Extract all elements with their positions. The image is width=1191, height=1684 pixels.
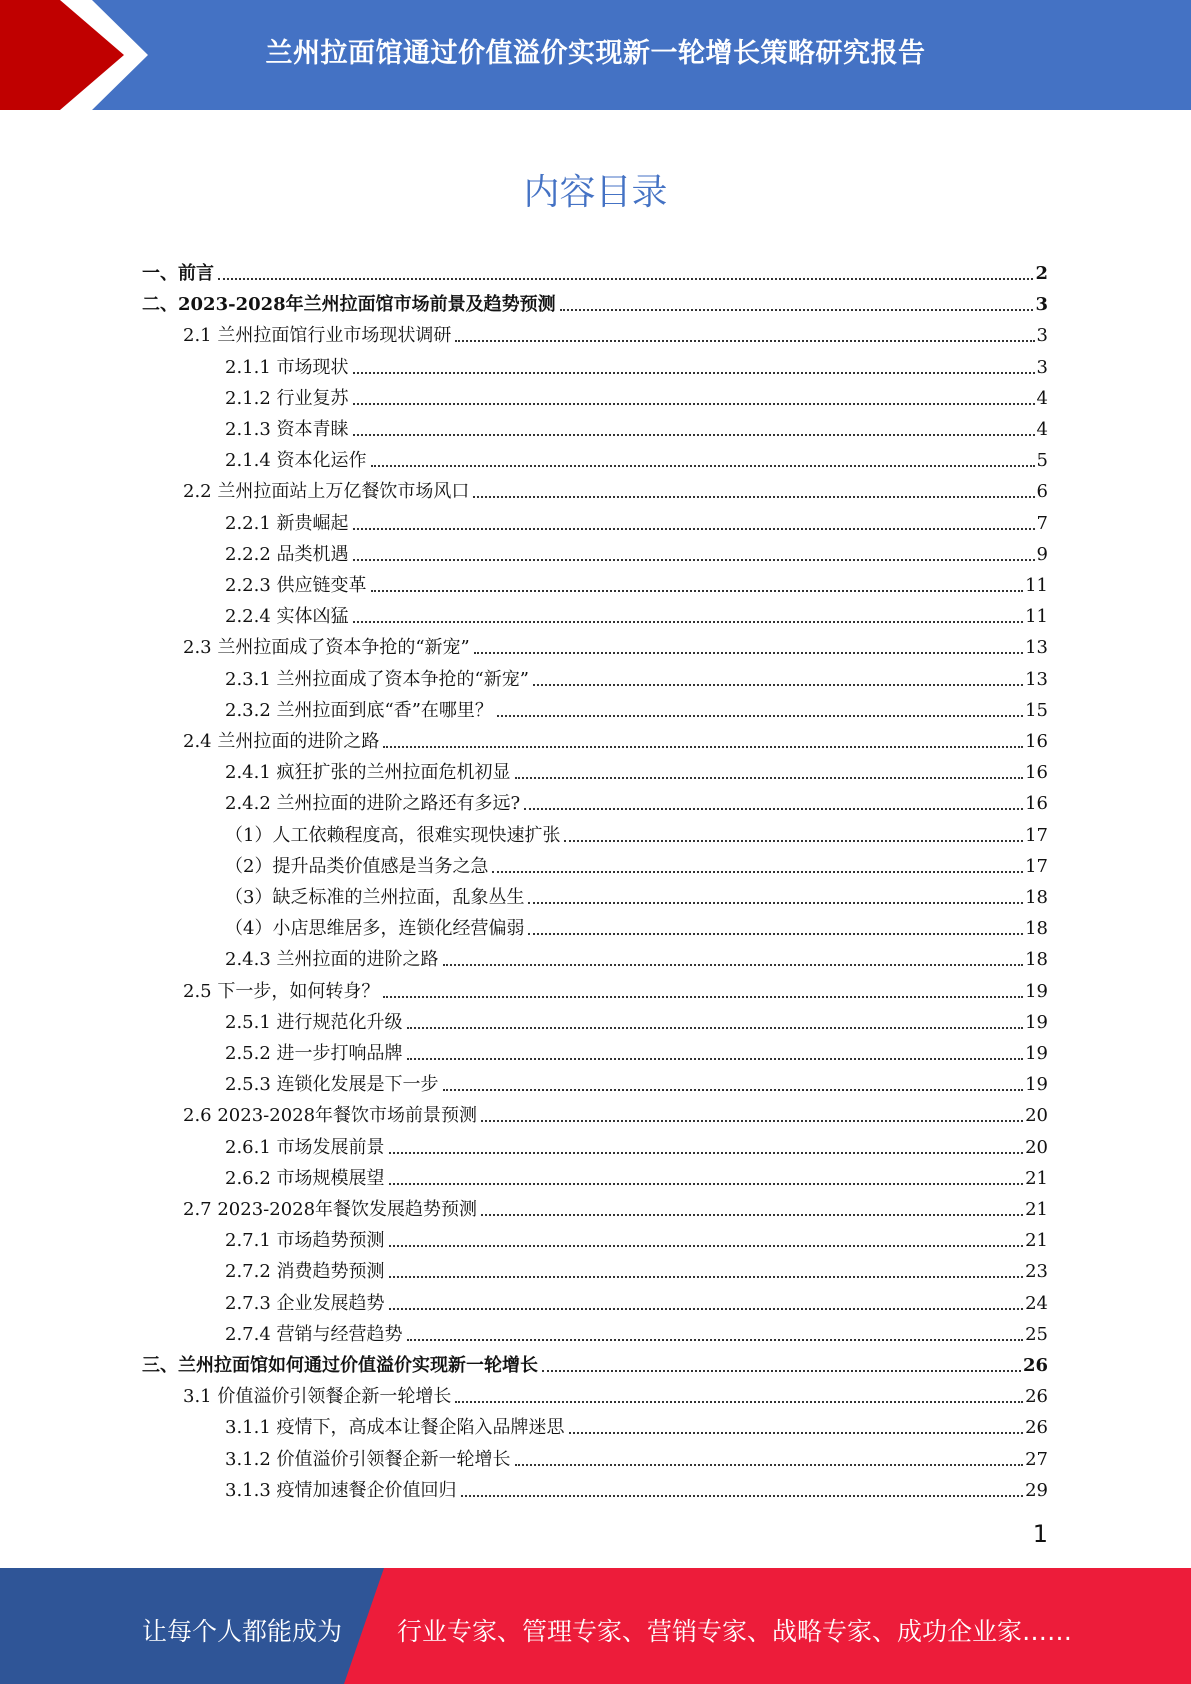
toc-entry-title: 二、2023-2028年兰州拉面馆市场前景及趋势预测 [142, 294, 556, 316]
toc-leader-dots [455, 1401, 1023, 1403]
toc-entry[interactable] [225, 753, 1048, 784]
toc-entry[interactable] [225, 441, 1048, 472]
toc-leader-dots [389, 1308, 1024, 1310]
toc-leader-dots [515, 1464, 1024, 1466]
toc-entry[interactable] [183, 972, 1048, 1003]
toc-entry-page: 16 [1025, 762, 1048, 784]
toc-leader-dots [528, 902, 1023, 904]
toc-entry[interactable] [225, 660, 1048, 691]
toc-entry[interactable] [225, 1315, 1048, 1346]
toc-entry-page: 18 [1025, 887, 1048, 908]
page-header [0, 0, 1191, 110]
toc-leader-dots [389, 1183, 1024, 1185]
toc-entry[interactable] [225, 878, 1048, 909]
toc-leader-dots [353, 434, 1035, 436]
toc-leader-dots [218, 278, 1033, 280]
toc-entry[interactable] [142, 254, 1048, 285]
toc-entry-title: 2.4 兰州拉面的进阶之路 [183, 731, 380, 752]
toc-heading: 内容目录 [523, 172, 668, 213]
toc-entry[interactable] [183, 628, 1048, 659]
toc-leader-dots [528, 933, 1023, 935]
toc-leader-dots [481, 1214, 1023, 1216]
toc-entry[interactable] [225, 1252, 1048, 1283]
toc-leader-dots [389, 1276, 1024, 1278]
toc-entry[interactable] [183, 1377, 1048, 1408]
toc-entry[interactable] [142, 285, 1048, 316]
toc-entry[interactable] [225, 1408, 1048, 1439]
page-number: 1 [1032, 1520, 1048, 1548]
toc-entry[interactable] [225, 816, 1048, 847]
toc-entry-page: 29 [1025, 1479, 1048, 1501]
toc-entry-title: 2.6.2 市场规模展望 [225, 1167, 385, 1189]
footer-slogan-left: 让每个人都能成为 [142, 1617, 343, 1646]
toc-entry-page: 18 [1025, 949, 1048, 971]
toc-entry-title: 2.4.1 疯狂扩张的兰州拉面危机初显 [225, 762, 511, 784]
toc-entry[interactable] [225, 847, 1048, 878]
toc-entry-title: 2.7.3 企业发展趋势 [225, 1292, 385, 1314]
toc-leader-dots [407, 1339, 1024, 1341]
toc-leader-dots [560, 309, 1034, 311]
toc-entry[interactable] [225, 691, 1048, 722]
toc-entry-page: 15 [1025, 699, 1048, 721]
toc-entry-page: 21 [1025, 1199, 1048, 1220]
toc-entry[interactable] [225, 1003, 1048, 1034]
toc-leader-dots [443, 1089, 1024, 1091]
toc-entry-title: 2.1.1 市场现状 [225, 356, 349, 378]
footer-slogan-right: 行业专家、管理专家、营销专家、战略专家、成功企业家…… [397, 1617, 1073, 1646]
toc-leader-dots [473, 496, 1034, 498]
toc-entry-title: 2.3 兰州拉面成了资本争抢的“新宠” [183, 637, 470, 659]
toc-entry-title: 2.1.3 资本青睐 [225, 419, 349, 440]
toc-leader-dots [569, 1432, 1024, 1434]
toc-leader-dots [371, 465, 1035, 467]
toc-entry[interactable] [225, 535, 1048, 566]
toc-entry-title: 3.1.2 价值溢价引领餐企新一轮增长 [225, 1448, 511, 1470]
toc-entry[interactable] [225, 1284, 1048, 1315]
toc-entry-page: 19 [1025, 1043, 1048, 1064]
toc-entry[interactable] [183, 316, 1048, 347]
toc-entry-title: 2.5.2 进一步打响品牌 [225, 1043, 403, 1064]
toc-entry-page: 20 [1025, 1105, 1048, 1127]
toc-leader-dots [564, 840, 1023, 842]
toc-entry-page: 17 [1025, 855, 1048, 877]
toc-entry[interactable] [183, 1096, 1048, 1127]
toc-leader-dots [542, 1370, 1021, 1372]
toc-entry-title: 2.6 2023-2028年餐饮市场前景预测 [183, 1105, 478, 1127]
toc-entry-title: （1）人工依赖程度高，很难实现快速扩张 [225, 824, 561, 846]
toc-entry-page: 2 [1035, 263, 1048, 284]
toc-entry[interactable] [225, 1034, 1048, 1065]
toc-entry-title: 2.3.1 兰州拉面成了资本争抢的“新宠” [225, 668, 529, 690]
toc-leader-dots [389, 1245, 1024, 1247]
toc-entry-title: 2.1.4 资本化运作 [225, 450, 367, 472]
toc-entry-title: 2.5.1 进行规范化升级 [225, 1011, 403, 1033]
toc-entry-title: 3.1.3 疫情加速餐企价值回归 [225, 1479, 457, 1501]
toc-entry-page: 5 [1036, 450, 1048, 472]
toc-entry-title: 2.2.2 品类机遇 [225, 543, 349, 565]
toc-leader-dots [353, 621, 1024, 623]
toc-entry-title: （2）提升品类价值感是当务之急 [225, 855, 489, 877]
toc-entry[interactable] [225, 909, 1048, 940]
toc-entry-page: 11 [1025, 575, 1048, 596]
toc-leader-dots [353, 559, 1035, 561]
toc-entry-page: 3 [1035, 294, 1048, 316]
toc-entry-page: 7 [1036, 512, 1048, 534]
toc-entry-page: 6 [1036, 481, 1048, 503]
toc-leader-dots [371, 590, 1024, 592]
toc-entry-page: 19 [1025, 980, 1048, 1002]
toc-entry-page: 4 [1036, 419, 1048, 440]
toc-entry-title: 三、兰州拉面馆如何通过价值溢价实现新一轮增长 [142, 1355, 538, 1376]
toc-entry[interactable] [225, 784, 1048, 815]
toc-entry[interactable] [142, 1346, 1048, 1377]
toc-entry-title: 2.1 兰州拉面馆行业市场现状调研 [183, 325, 452, 347]
toc-entry-title: 2.5 下一步，如何转身？ [183, 980, 380, 1002]
toc-entry-title: 2.2.3 供应链变革 [225, 575, 367, 596]
toc-entry[interactable] [225, 940, 1048, 971]
toc-entry-page: 20 [1025, 1136, 1048, 1158]
toc-entry-title: 2.6.1 市场发展前景 [225, 1136, 385, 1158]
toc-leader-dots [492, 871, 1023, 873]
toc-entry-title: 2.4.3 兰州拉面的进阶之路 [225, 949, 439, 971]
toc-entry-page: 16 [1025, 793, 1048, 815]
toc-entry-title: 2.2 兰州拉面站上万亿餐饮市场风口 [183, 481, 470, 503]
toc-entry-page: 26 [1025, 1386, 1048, 1408]
toc-leader-dots [497, 715, 1023, 717]
toc-entry-page: 3 [1036, 325, 1048, 347]
toc-entry[interactable] [225, 1471, 1048, 1502]
toc-entry[interactable] [225, 1065, 1048, 1096]
toc-entry-title: 3.1 价值溢价引领餐企新一轮增长 [183, 1386, 452, 1408]
toc-entry-page: 26 [1022, 1355, 1048, 1376]
toc-leader-dots [515, 777, 1024, 779]
toc-leader-dots [481, 1120, 1023, 1122]
toc-leader-dots [461, 1495, 1024, 1497]
report-title: 兰州拉面馆通过价值溢价实现新一轮增长策略研究报告 [265, 37, 926, 69]
toc-entry[interactable] [225, 1221, 1048, 1252]
toc-entry[interactable] [183, 1190, 1048, 1221]
toc-entry-title: 2.3.2 兰州拉面到底“香”在哪里？ [225, 699, 493, 721]
toc-entry-title: 2.7.4 营销与经营趋势 [225, 1323, 403, 1345]
toc-leader-dots [353, 528, 1035, 530]
toc-entry[interactable] [225, 1159, 1048, 1190]
toc-leader-dots [443, 964, 1024, 966]
toc-leader-dots [407, 1027, 1024, 1029]
toc-entry[interactable] [183, 472, 1048, 503]
toc-leader-dots [353, 403, 1035, 405]
toc-entry[interactable] [225, 504, 1048, 535]
toc-entry-page: 4 [1036, 387, 1048, 409]
toc-entry-page: 21 [1025, 1230, 1048, 1252]
toc-entry-page: 18 [1025, 918, 1048, 940]
toc-entry-title: 3.1.1 疫情下，高成本让餐企陷入品牌迷思 [225, 1417, 565, 1439]
toc-entry-page: 9 [1036, 543, 1048, 565]
toc-entry-page: 26 [1025, 1417, 1048, 1439]
toc-entry-title: 2.2.4 实体凶猛 [225, 606, 349, 628]
toc-leader-dots [455, 340, 1034, 342]
toc-entry-page: 13 [1025, 637, 1048, 659]
toc-leader-dots [474, 652, 1023, 654]
toc-entry-title: 2.7.2 消费趋势预测 [225, 1261, 385, 1283]
toc-leader-dots [524, 808, 1023, 810]
toc-entry[interactable] [225, 1440, 1048, 1471]
toc-entry[interactable] [183, 722, 1048, 753]
toc-leader-dots [383, 996, 1023, 998]
toc-entry-title: 2.2.1 新贵崛起 [225, 512, 349, 534]
toc-leader-dots [383, 746, 1023, 748]
toc-entry[interactable] [225, 566, 1048, 597]
toc-entry-title: （4）小店思维居多，连锁化经营偏弱 [225, 918, 525, 940]
toc-entry-title: 2.4.2 兰州拉面的进阶之路还有多远? [225, 793, 521, 815]
toc-entry-page: 13 [1025, 668, 1048, 690]
toc-leader-dots [407, 1058, 1024, 1060]
toc-entry-page: 21 [1025, 1167, 1048, 1189]
toc-entry-page: 23 [1025, 1261, 1048, 1283]
toc-entry-page: 27 [1025, 1448, 1048, 1470]
toc-entry-page: 17 [1025, 824, 1048, 846]
toc-entry-page: 25 [1025, 1323, 1048, 1345]
toc-leader-dots [389, 1152, 1024, 1154]
toc-entry[interactable] [225, 348, 1048, 379]
toc-entry-page: 16 [1025, 731, 1048, 752]
page-footer [0, 1568, 1191, 1684]
toc-entry-page: 19 [1025, 1011, 1048, 1033]
toc-entry-title: 2.7.1 市场趋势预测 [225, 1230, 385, 1252]
toc-entry-page: 19 [1025, 1074, 1048, 1096]
toc-leader-dots [353, 372, 1035, 374]
toc-entry-title: 一、前言 [142, 263, 214, 284]
toc-entry-page: 3 [1036, 356, 1048, 378]
toc-entry[interactable] [225, 410, 1048, 441]
toc-entry[interactable] [225, 597, 1048, 628]
toc-entry-title: 2.1.2 行业复苏 [225, 387, 349, 409]
toc-leader-dots [533, 684, 1023, 686]
toc-entry-title: 2.5.3 连锁化发展是下一步 [225, 1074, 439, 1096]
toc-entry-page: 11 [1025, 606, 1048, 628]
toc-entry-page: 24 [1025, 1292, 1048, 1314]
toc-entry-title: 2.7 2023-2028年餐饮发展趋势预测 [183, 1199, 478, 1220]
toc-entry[interactable] [225, 379, 1048, 410]
toc-entry[interactable] [225, 1128, 1048, 1159]
toc-entry-title: （3）缺乏标准的兰州拉面，乱象丛生 [225, 887, 525, 908]
